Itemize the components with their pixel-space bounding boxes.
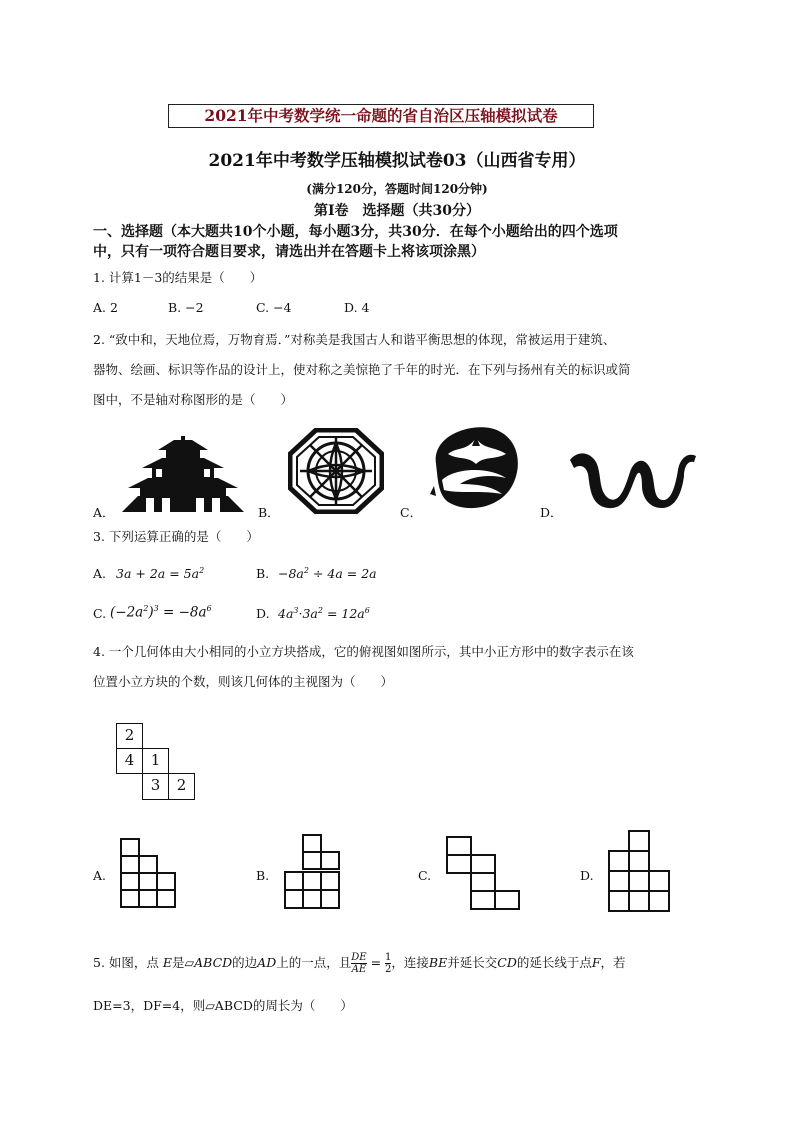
q4-stem-line1: 4. 一个几何体由大小相同的小立方块搭成，它的俯视图如图所示，其中小正方形中的数字表示在该 — [93, 644, 634, 659]
grid-cell: 1 — [142, 748, 169, 774]
grid-cell: 2 — [168, 773, 195, 800]
q1-option-d: D. 4 — [344, 300, 370, 315]
q2-stem-line1: 2. “致中和，天地位焉，万物育焉．”对称美是我国古人和谐平衡思想的体现，常被运用于建筑、 — [93, 332, 616, 347]
q5-stem-line1: 5. 如图，点 E是▱ABCD的边AD上的一点，且 $\frac{DE}{AE}$ = $\frac{1}{2}$ ，连接BE并延长交CD的延长线于点F，若 — [93, 952, 626, 975]
dragon-wave-figure — [568, 446, 698, 510]
octagon-lattice-figure — [288, 428, 384, 514]
q1-stem: 1. 计算1－3的结果是（ ） — [93, 270, 263, 285]
exam-info: (满分120分，答题时间120分钟) — [306, 182, 488, 196]
fraction-de-ae: $\frac{DE}{AE}$ — [351, 952, 367, 975]
q2-label-d: D． — [540, 505, 563, 520]
front-view-c — [446, 836, 524, 910]
q3-option-c: $(-2a^2)^3 = -8a^6$ — [110, 604, 212, 621]
q4-label-c: C. — [418, 868, 432, 883]
front-view-d — [608, 830, 670, 912]
section-instruction-line2: 中，只有一项符合题目要求，请选出并在答题卡上将该项涂黑） — [93, 244, 485, 260]
q4-label-d: D. — [580, 868, 594, 883]
front-view-a — [120, 838, 178, 910]
q4-label-a: A. — [93, 868, 107, 883]
exam-banner: 2021年中考数学统一命题的省自治区压轴模拟试卷 — [168, 104, 594, 128]
q5-stem-line2: DE=3，DF=4，则▱ABCD的周长为（ ） — [93, 998, 353, 1013]
fraction-one-half: $\frac{1}{2}$ — [385, 952, 392, 975]
q3-stem: 3. 下列运算正确的是（ ） — [93, 529, 259, 544]
section-instruction-line1: 一、选择题（本大题共10个小题，每小题3分，共30分．在每个小题给出的四个选项 — [93, 224, 618, 240]
q3-label-b: B. — [256, 566, 270, 581]
q1-option-a: A. 2 — [93, 300, 118, 315]
pavilion-figure — [118, 436, 248, 512]
part-heading: 第I卷 选择题（共30分） — [313, 203, 481, 219]
q2-label-b: B． — [258, 505, 280, 520]
q1-option-b: B. −2 — [168, 300, 204, 315]
page-title: 2021年中考数学压轴模拟试卷03（山西省专用） — [208, 151, 586, 171]
grid-cell: 2 — [116, 723, 143, 749]
grid-cell: 4 — [116, 748, 143, 774]
q1-option-c: C. −4 — [256, 300, 292, 315]
q4-label-b: B. — [256, 868, 270, 883]
q2-label-c: C． — [400, 505, 423, 520]
q2-stem-line3: 图中，不是轴对称图形的是（ ） — [93, 392, 294, 407]
q2-stem-line2: 器物、绘画、标识等作品的设计上，使对称之美惊艳了千年的时光．在下列与扬州有关的标识或简 — [93, 362, 631, 377]
front-view-b — [284, 834, 342, 910]
round-emblem-figure — [428, 424, 524, 512]
q4-stem-line2: 位置小立方块的个数，则该几何体的主视图为（ ） — [93, 674, 394, 689]
q3-label-c: C. — [93, 606, 107, 621]
grid-cell: 3 — [142, 773, 169, 800]
q2-label-a: A． — [93, 505, 115, 520]
q3-label-d: D. — [256, 606, 270, 621]
q3-option-a: $3a + 2a = 5a^2$ — [116, 566, 205, 582]
q3-label-a: A. — [93, 566, 107, 581]
q3-option-b: $-8a^2 \div 4a = 2a$ — [278, 566, 377, 582]
q3-option-d: $4a^3\cdot 3a^2 = 12a^6$ — [278, 606, 370, 622]
